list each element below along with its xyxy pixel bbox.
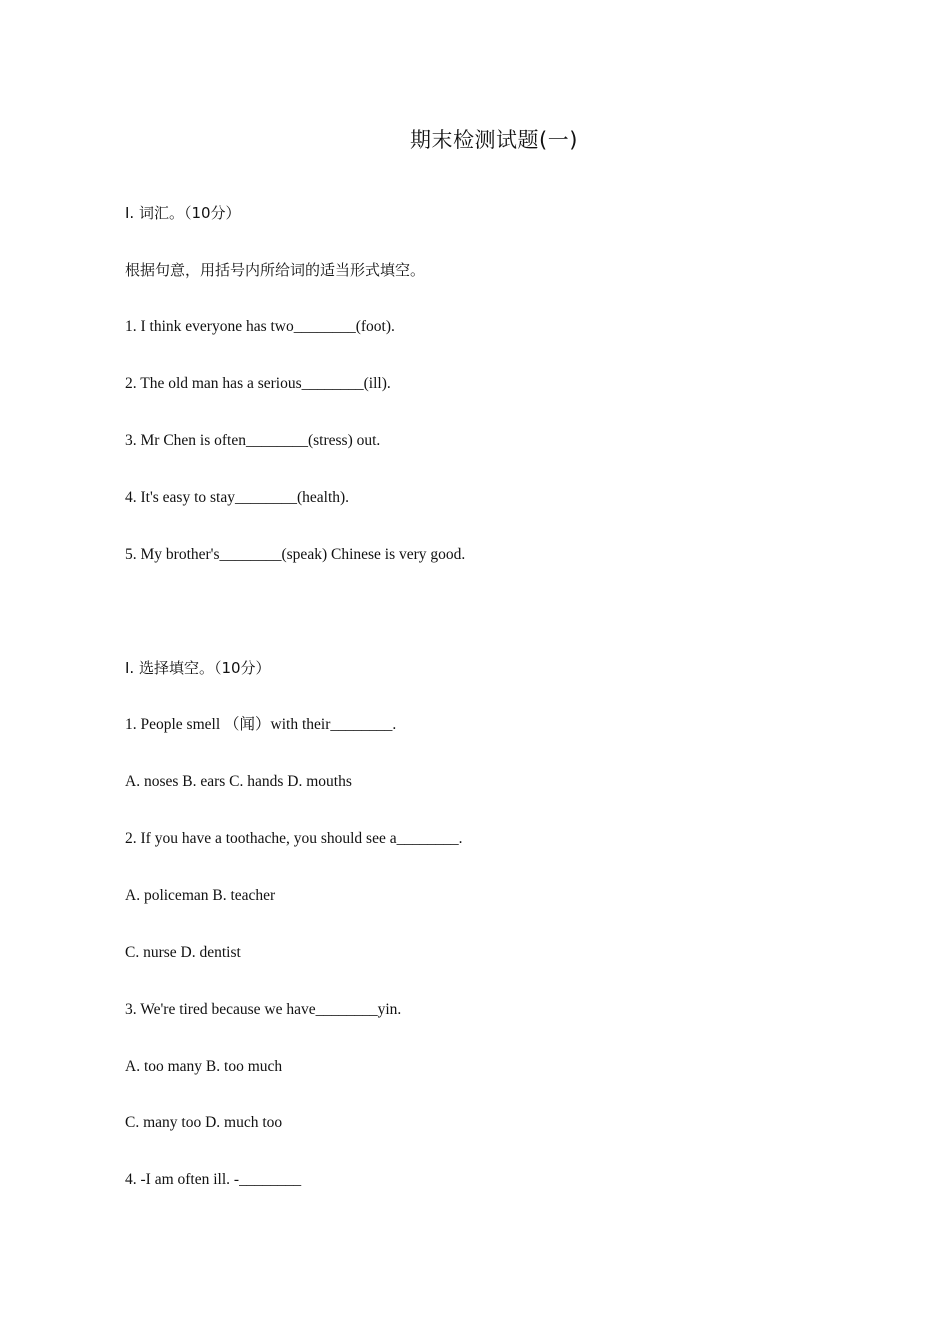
option-line: A. noses B. ears C. hands D. mouths [125,773,352,790]
section1-heading: I. 词汇。（10分） [125,204,241,222]
section1-item: 2. The old man has a serious________(ill). [125,375,391,392]
question-line: 3. We're tired because we have________yin. [125,1001,402,1018]
option-line: A. too many B. too much [125,1058,283,1075]
section1-item: 4. It's easy to stay________(health). [125,489,350,506]
question-line: 4. -I am often ill. -________ [125,1171,302,1188]
option-line: C. many too D. much too [125,1114,283,1131]
section1-item: 3. Mr Chen is often________(stress) out. [125,432,381,449]
question-line: 2. If you have a toothache, you should see a________. [125,830,463,847]
question-line: 1. People smell （闻）with their________. [125,716,397,733]
document-title: 期末检测试题(一) [410,128,578,152]
section1-instruction: 根据句意，用括号内所给词的适当形式填空。 [125,261,426,279]
section1-item: 1. I think everyone has two________(foot). [125,318,395,335]
option-line: A. policeman B. teacher [125,887,276,904]
section2-heading: I. 选择填空。（10分） [125,659,271,677]
section1-item: 5. My brother's________(speak) Chinese is very good. [125,546,466,563]
option-line: C. nurse D. dentist [125,944,241,961]
